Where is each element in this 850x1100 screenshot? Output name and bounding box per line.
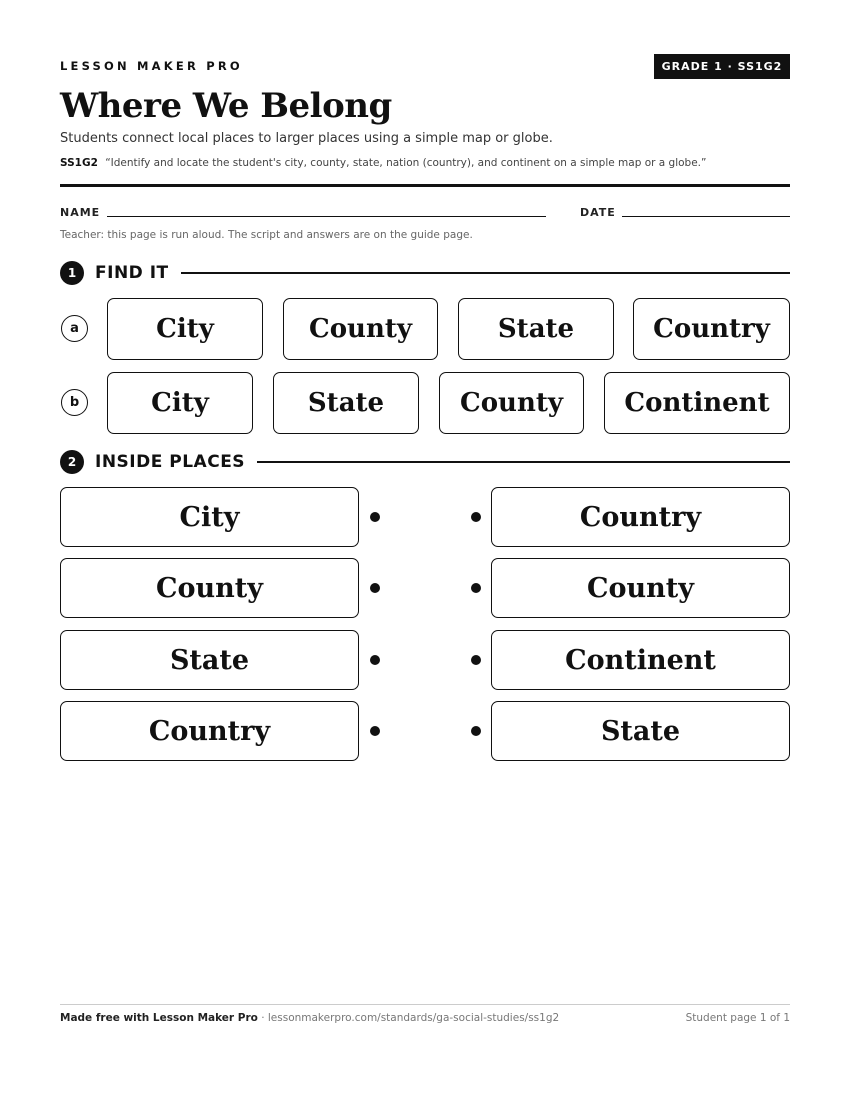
find-card[interactable]: State xyxy=(458,298,614,360)
match-left-card[interactable]: Country xyxy=(60,701,359,761)
footer-divider xyxy=(60,1004,790,1005)
section-rule xyxy=(181,272,790,274)
section-rule xyxy=(257,461,790,463)
section-title: FIND IT xyxy=(95,263,169,283)
match-right-card[interactable]: State xyxy=(491,701,790,761)
match-left-card[interactable]: City xyxy=(60,487,359,547)
footer-url[interactable]: lessonmakerpro.com/standards/ga-social-studies/ss1g2 xyxy=(267,1012,560,1024)
grade-badge: GRADE 1 · SS1G2 xyxy=(654,54,790,79)
match-dot-left[interactable] xyxy=(370,583,380,593)
page-subtitle: Students connect local places to larger places using a simple map or globe. xyxy=(60,131,553,146)
row-letter-b: b xyxy=(61,389,88,416)
footer-credit xyxy=(60,1012,559,1024)
match-right-card[interactable]: Continent xyxy=(491,630,790,690)
match-dot-left[interactable] xyxy=(370,655,380,665)
match-left-card[interactable]: State xyxy=(60,630,359,690)
match-dot-right[interactable] xyxy=(471,583,481,593)
date-field[interactable] xyxy=(622,216,790,217)
header-divider xyxy=(60,184,790,187)
standard-statement xyxy=(60,157,706,169)
standard-text: “Identify and locate the student's city, county, state, nation (country), and continent on a simple map or a globe.” xyxy=(105,157,707,169)
match-left-card[interactable]: County xyxy=(60,558,359,618)
section-find-it-header xyxy=(60,261,790,285)
find-card[interactable]: Country xyxy=(633,298,790,360)
section-inside-places-header xyxy=(60,450,790,474)
find-card[interactable]: City xyxy=(107,372,253,434)
match-right-card[interactable]: Country xyxy=(491,487,790,547)
match-dot-left[interactable] xyxy=(370,512,380,522)
find-card[interactable]: Continent xyxy=(604,372,790,434)
name-label: NAME xyxy=(60,206,101,219)
footer-separator: · xyxy=(257,1012,268,1024)
section-number: 1 xyxy=(60,261,84,285)
footer-made-with: Made free with Lesson Maker Pro xyxy=(60,1012,258,1024)
match-right-card[interactable]: County xyxy=(491,558,790,618)
section-number: 2 xyxy=(60,450,84,474)
find-card[interactable]: County xyxy=(283,298,438,360)
teacher-note: Teacher: this page is run aloud. The script and answers are on the guide page. xyxy=(60,229,473,241)
find-card[interactable]: City xyxy=(107,298,263,360)
match-dot-left[interactable] xyxy=(370,726,380,736)
match-dot-right[interactable] xyxy=(471,655,481,665)
standard-code: SS1G2 xyxy=(60,157,98,169)
page-title: Where We Belong xyxy=(60,86,392,126)
date-label: DATE xyxy=(580,206,616,219)
row-letter-a: a xyxy=(61,315,88,342)
match-dot-right[interactable] xyxy=(471,512,481,522)
find-card[interactable]: County xyxy=(439,372,584,434)
footer-page-number: Student page 1 of 1 xyxy=(685,1012,790,1024)
find-card[interactable]: State xyxy=(273,372,419,434)
section-title: INSIDE PLACES xyxy=(95,452,246,472)
name-field[interactable] xyxy=(107,216,546,217)
match-dot-right[interactable] xyxy=(471,726,481,736)
brand-name: LESSON MAKER PRO xyxy=(60,59,243,73)
